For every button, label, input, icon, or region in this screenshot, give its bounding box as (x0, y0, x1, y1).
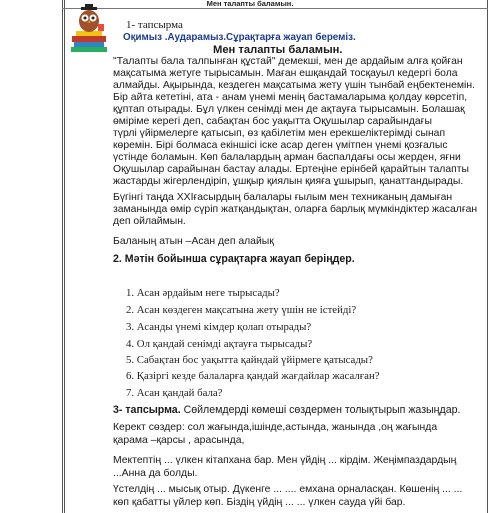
task3-heading-text: Сөйлемдерді көмеші сөздермен толықтырып жазыңдар. (180, 404, 461, 416)
owl-books-clipart-icon (70, 4, 108, 52)
fill-in-sentences-2 (113, 484, 462, 509)
text-line: Оқушылар сарайынан бастау алады. Ертеңіне ерінбей қарайтын талапты (113, 164, 469, 176)
question-item: 6. Қазіргі кезде балаларға қандай жағдайлар жасалған? (126, 370, 380, 382)
fill-in-sentences (113, 455, 456, 480)
text-line: түрлі үйірмелерге қатысып, өз қабілетім мен ерекшеліктерімді сынап (113, 128, 446, 140)
document-title: Мен талапты баламын. (213, 44, 343, 56)
text-line: Бір айта кететіні, ата - анам үнемі менің бастамаларыма қолдау көрсетіп, (113, 92, 468, 104)
question-item: 7. Асан қандай бала? (126, 387, 223, 399)
running-header: Мен талапты баламын. (206, 0, 294, 8)
helper-line: Керект сөздер: сол жағында,ішінде,астында, жанында ,оң жағында (113, 422, 438, 433)
text-line: алмайды. Ақырында, кездеген мақсатыма жету үшін тынбай еңбектенемін. (113, 80, 475, 92)
text-line: "Талапты бала талпынған құстай" демекші, мен де ардайым алға қойған (113, 56, 463, 67)
question-item: 1. Асан әрдайым неге тырысады? (126, 287, 280, 299)
text-line: деп ойлаймын. (113, 216, 186, 228)
text-line: көремін. Бірі болмаса екіншісі іске асар деген үмітпен үнемі қозғалыс (113, 140, 448, 152)
sentence-line: Үстелдің ... мысық отыр. Дүкенге ... .... емхана орналасқан. Көшенің ... ... (113, 484, 463, 495)
question-item: 4. Ол қандай сенімді ақтауға тырысады? (126, 338, 313, 350)
task2-heading: 2. Мәтін бойынша сұрақтарға жауап беріңдер. (113, 253, 355, 265)
text-line: жастарды жігерлендіріп, ұшқыр қиялын қияға ұшырып, қанаттандырады. (113, 176, 464, 188)
left-border-line (62, 0, 63, 513)
text-line: Бүгінгі таңда XXIғасырдың балалары ғылым мен техниканың дамыған (113, 192, 453, 203)
sentence-line: Мектептің ... үлкен кітапхана бар. Мен үйдің ... кірдім. Жеңімпаздардың (113, 455, 457, 466)
task3-heading-label: 3- тапсырма. (113, 404, 181, 416)
helper-line: қарама –қарсы , арасында, (113, 435, 245, 446)
child-name-line: Баланың атын –Асан деп алайық (113, 236, 274, 247)
text-line: заманында өмір сүріп жатқандықтан, оларға барлық мүмкіндіктер жасалған (113, 204, 478, 216)
sentence-line: ...Анна да болды. (113, 467, 198, 479)
question-item: 3. Асанды үнемі кімдер қолап отырады? (126, 321, 312, 333)
task1-label: 1- тапсырма (126, 19, 183, 31)
sentence-line: көп қабатты үйлер көп. Біздің үйдің ... ... үлкен сауда үйі бар. (113, 496, 406, 508)
task1-instruction: Оқимыз .Аударамыз.Сұрақтарға жауап береміз. (123, 32, 356, 43)
question-item: 5. Сабақтан бос уақытта қайндай үйірмеге қатысады? (126, 354, 373, 366)
second-paragraph (113, 192, 477, 228)
text-line: құптап отырады. Бұл үлкен сенімді мен де ақтауға тырысамын. Болашақ (113, 104, 465, 116)
text-line: үстінде боламын. Көп балалардың арман баспалдағы осы жерден, яғни (113, 152, 461, 164)
text-line: өміріме керегі деп, сабақтан бос уақытта Оқушылар сарайындағы (113, 116, 432, 128)
main-paragraph (113, 56, 475, 189)
top-border-line (62, 8, 488, 9)
helper-words (113, 421, 437, 447)
left-border-line-inner (64, 0, 65, 513)
text-line: мақсатыма жетуге тырысамын. Маған ешқандай тосқауыл кедергі бола (113, 68, 458, 80)
task3-heading (113, 404, 460, 416)
right-border-line (487, 0, 488, 513)
question-item: 2. Асан көздеген мақсатына жету үшін не істейді? (126, 304, 357, 316)
